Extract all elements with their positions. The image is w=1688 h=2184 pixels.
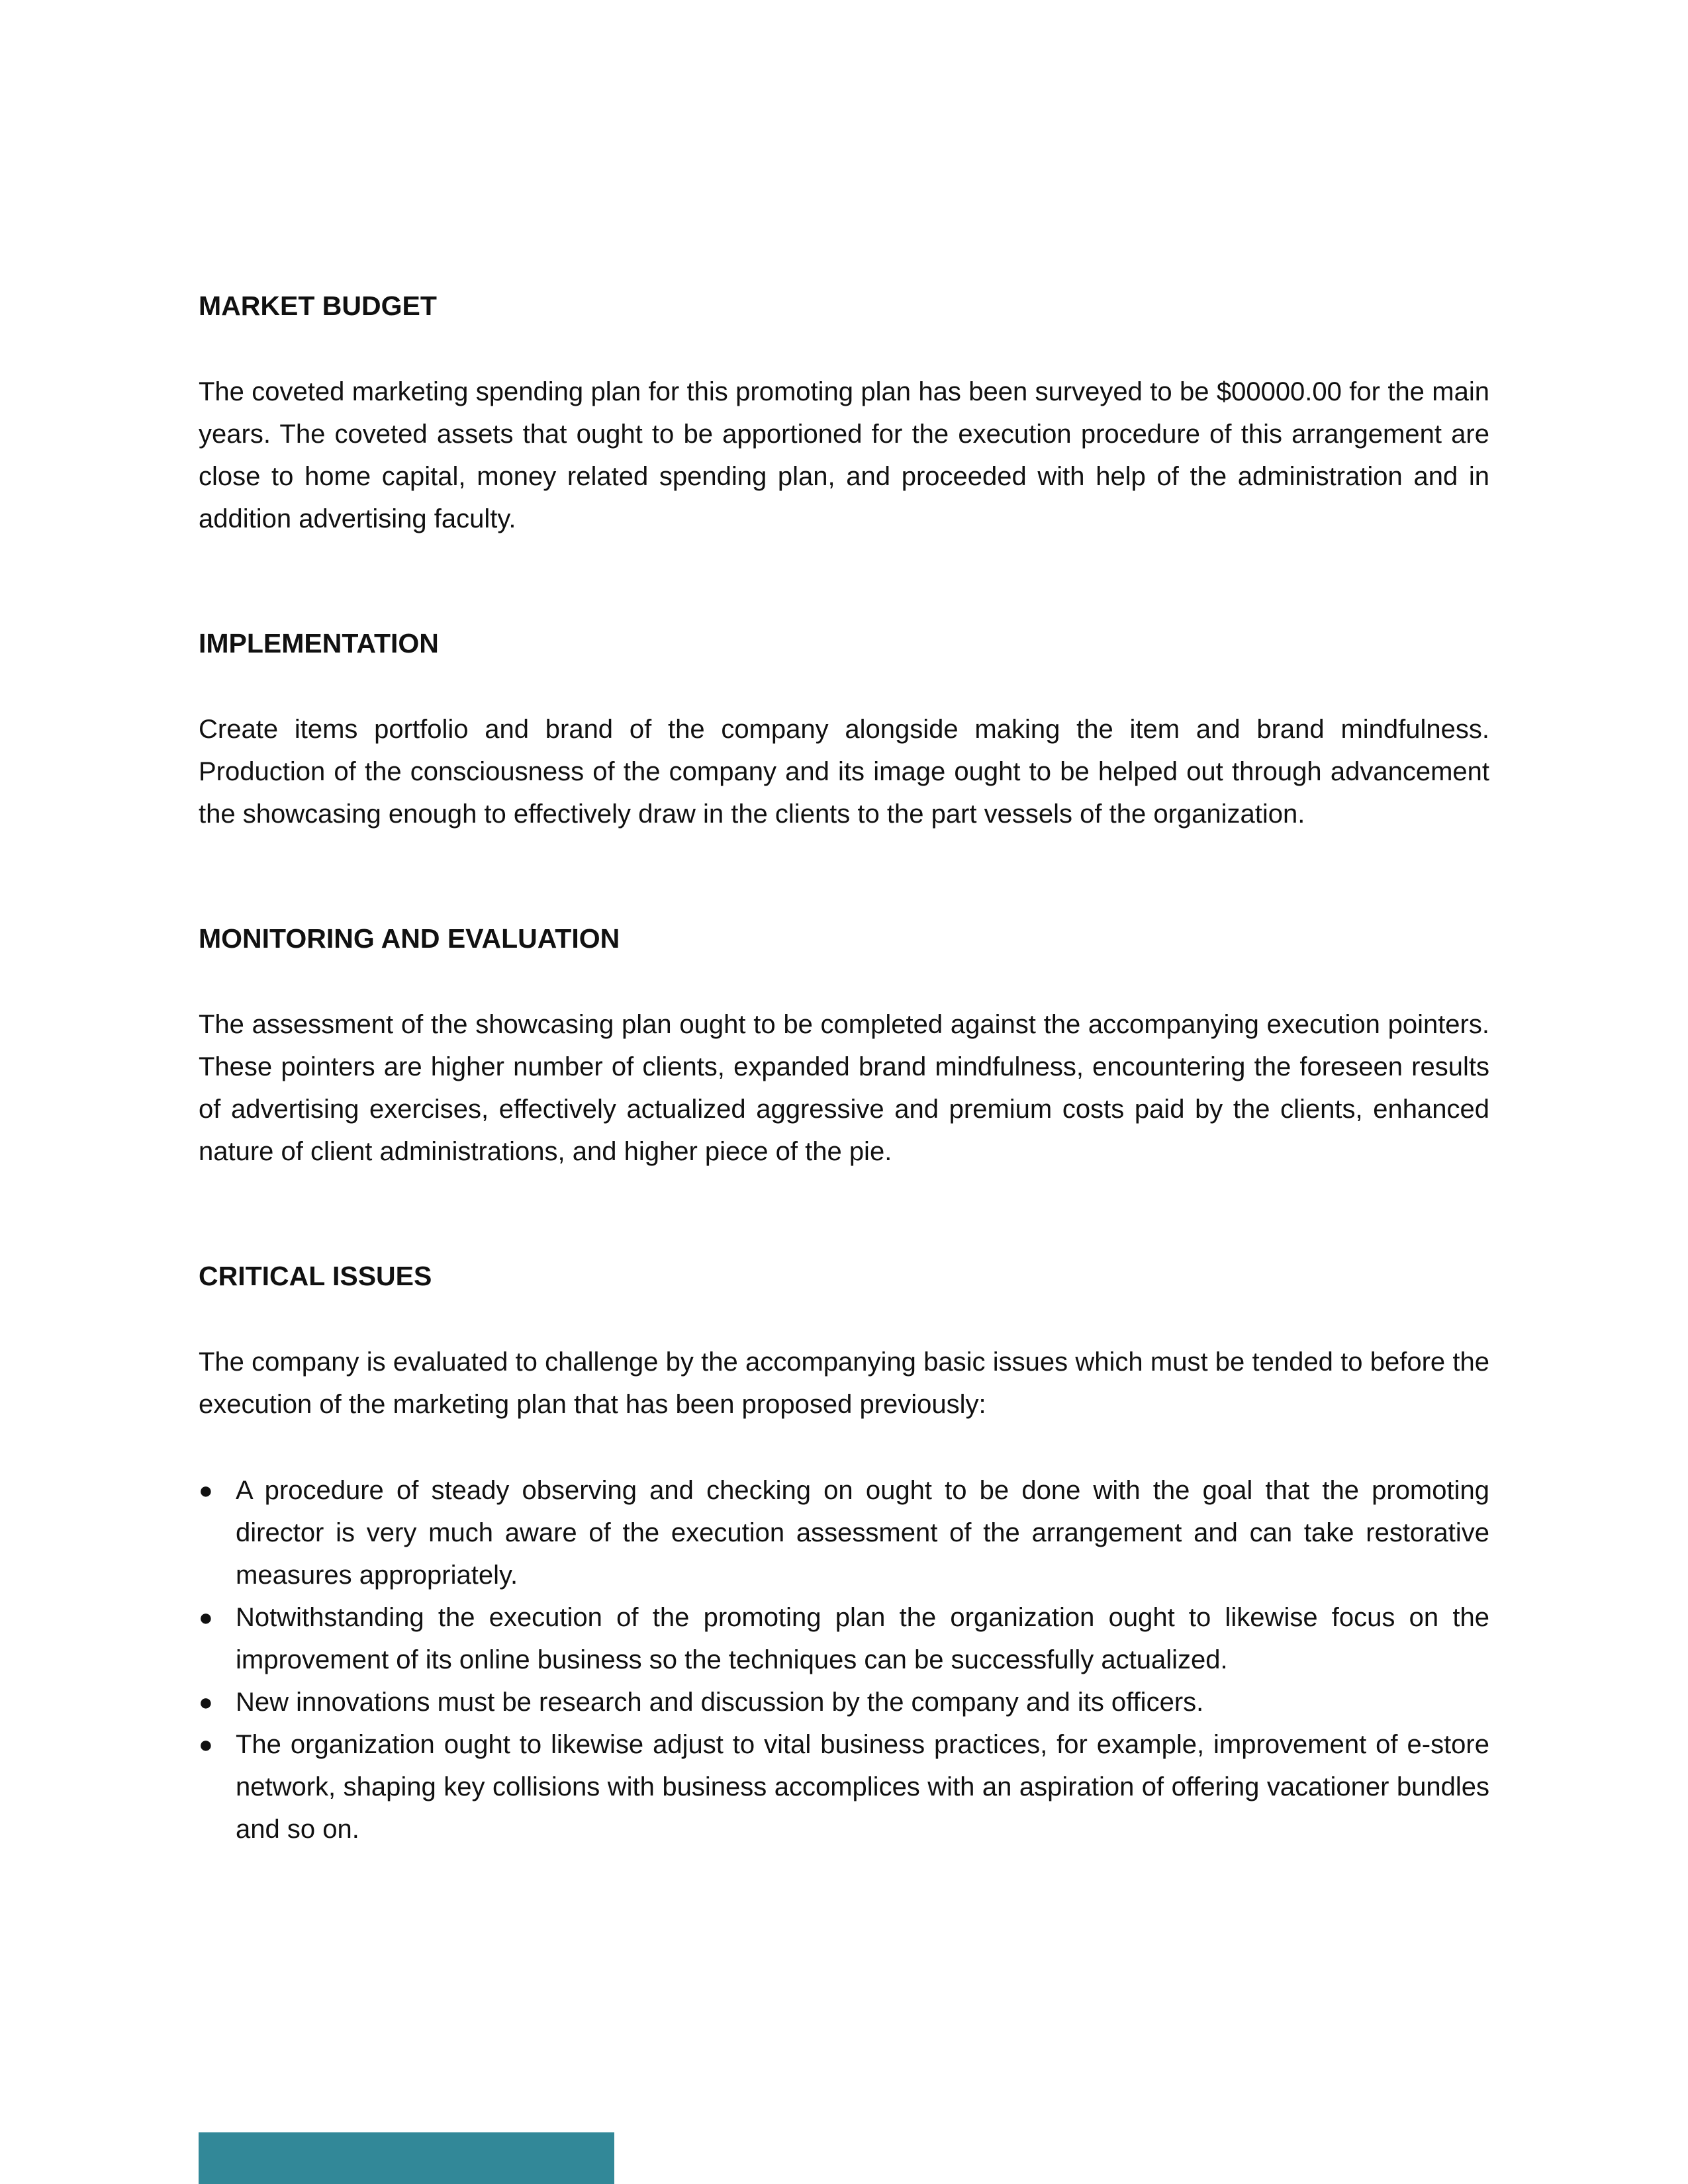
list-item-text: The organization ought to likewise adjust to vital business practices, for example, improvement of e-store network, shaping key collisions with business accomplices with an aspiration of offering vacationer bundles and so on. — [236, 1730, 1489, 1844]
list-item-text: Notwithstanding the execution of the promoting plan the organization ought to likewise focus on the improvement of its online business so the techniques can be successfully actualized. — [236, 1603, 1489, 1674]
section-paragraph: Create items portfolio and brand of the company alongside making the item and brand mindfulness. Production of the consciousness of the company and its image ought to be helped out through advancement the showcasing enough to effectively draw in the clients to the part vessels of the organization. — [199, 715, 1489, 829]
section-heading: MONITORING AND EVALUATION — [199, 923, 620, 954]
section-implementation — [199, 622, 1489, 835]
section-paragraph: The coveted marketing spending plan for this promoting plan has been surveyed to be $00000.00 for the main years. The coveted assets that ought to be apportioned for the execution procedure of this arrangement are close to home capital, money related spending plan, and proceeded with help of the administration and in addition advertising faculty. — [199, 377, 1489, 533]
section-heading: IMPLEMENTATION — [199, 628, 439, 659]
bullet-icon: ● — [199, 1688, 213, 1715]
list-item — [199, 1681, 1489, 1723]
footer-accent-bar — [199, 2132, 614, 2184]
list-item — [199, 1469, 1489, 1596]
section-critical-issues — [199, 1255, 1489, 1850]
list-item-text: New innovations must be research and discussion by the company and its officers. — [236, 1688, 1204, 1717]
section-paragraph: The assessment of the showcasing plan ought to be completed against the accompanying execution pointers. These pointers are higher number of clients, expanded brand mindfulness, encountering the foreseen results of advertising exercises, effectively actualized aggressive and premium costs paid by the clients, enhanced nature of client administrations, and higher piece of the pie. — [199, 1010, 1489, 1166]
list-item — [199, 1596, 1489, 1681]
critical-issues-list — [199, 1469, 1489, 1850]
document-content — [199, 285, 1489, 1850]
section-heading: MARKET BUDGET — [199, 291, 437, 321]
bullet-icon: ● — [199, 1731, 213, 1758]
list-item-text: A procedure of steady observing and checking on ought to be done with the goal that the promoting director is very much aware of the execution assessment of the arrangement and can take restorative measures appropriately. — [236, 1476, 1489, 1590]
section-paragraph: The company is evaluated to challenge by the accompanying basic issues which must be tended to before the execution of the marketing plan that has been proposed previously: — [199, 1347, 1489, 1419]
section-heading: CRITICAL ISSUES — [199, 1261, 432, 1291]
list-item — [199, 1723, 1489, 1850]
section-market-budget — [199, 285, 1489, 540]
section-monitoring-and-evaluation — [199, 917, 1489, 1173]
bullet-icon: ● — [199, 1604, 213, 1631]
bullet-icon: ● — [199, 1477, 213, 1504]
